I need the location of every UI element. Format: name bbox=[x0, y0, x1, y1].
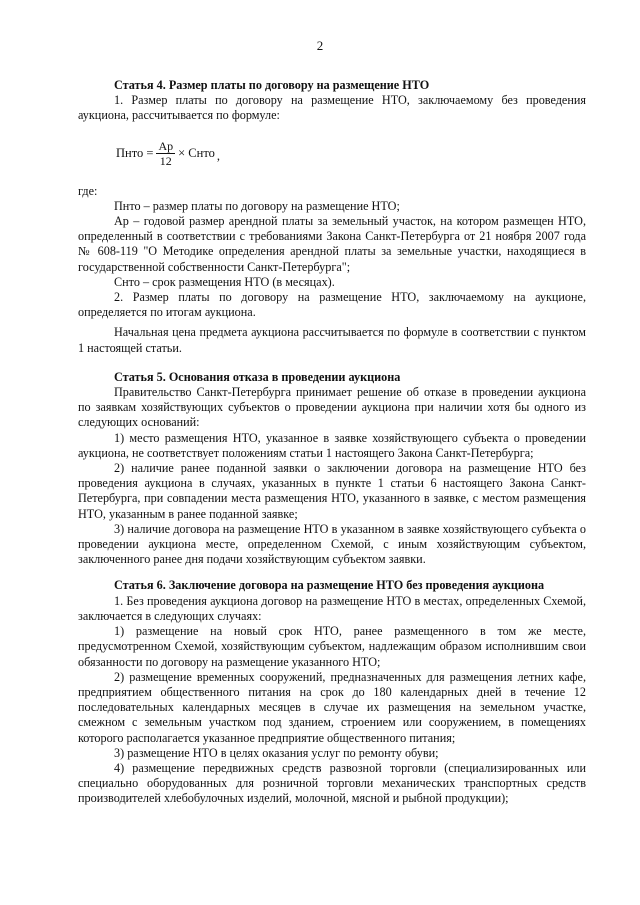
article5-heading: Статья 5. Основания отказа в проведении аукциона bbox=[114, 369, 401, 384]
article4-paragraph-1: 1. Размер платы по договору на размещение НТО, заключаемому без проведения аукциона, рассчитывается по формуле: bbox=[78, 93, 586, 123]
formula-denominator: 12 bbox=[159, 154, 172, 169]
article6-heading: Статья 6. Заключение договора на размещение НТО без проведения аукциона bbox=[114, 578, 545, 593]
formula-fraction bbox=[156, 139, 175, 168]
page-content bbox=[78, 78, 586, 807]
article5-item-1: 1) место размещения НТО, указанное в заявке хозяйствующего субъекта о проведении аукциона, не соответствует положениям статьи 1 настоящего Закона Санкт-Петербурга; bbox=[78, 430, 586, 460]
article4-paragraph-2: 2. Размер платы по договору на размещение НТО, заключаемому на аукционе, определяется по итогам аукциона. bbox=[78, 290, 586, 320]
formula-numerator: Ар bbox=[158, 139, 174, 154]
payment-formula bbox=[116, 132, 586, 176]
formula-rhs: × Снто bbox=[178, 146, 215, 160]
article6-intro: 1. Без проведения аукциона договор на размещение НТО в местах, определенных Схемой, заключается в следующих случаях: bbox=[78, 593, 586, 623]
article5-item-3: 3) наличие договора на размещение НТО в указанном в заявке хозяйствующего субъекта о проведении аукциона месте, определенном Схемой, с иным хозяйствующим субъектом, заключенного ранее дня подачи хозяйствующим субъектом заявки. bbox=[78, 521, 586, 567]
definition-pnto: Пнто – размер платы по договору на размещение НТО; bbox=[114, 198, 400, 213]
article4-paragraph-3: Начальная цена предмета аукциона рассчитывается по формуле в соответствии с пунктом 1 настоящей статьи. bbox=[78, 325, 586, 355]
article6-item-1: 1) размещение на новый срок НТО, ранее размещенного в том же месте, предусмотренном Схемой, хозяйствующим субъектом, надлежащим образом исполнившим свои обязанности по договору на размещение указанного НТО; bbox=[78, 624, 586, 669]
article6-item-4: 4) размещение передвижных средств развозной торговли (специализированных или специально оборудованных для розничной торговли механических транспортных средств производителей хлебобулочных изделий, молочной, мясной и рыбной продукции); bbox=[78, 760, 586, 806]
formula-lhs: Пнто = bbox=[116, 146, 154, 160]
article5-intro: Правительство Санкт-Петербурга принимает решение об отказе в проведении аукциона по заявкам хозяйствующих субъектов о проведении аукциона при наличии хотя бы одного из следующих оснований: bbox=[78, 385, 586, 430]
article4-heading: Статья 4. Размер платы по договору на размещение НТО bbox=[114, 78, 430, 92]
article5-item-2: 2) наличие ранее поданной заявки о заключении договора на размещение НТО без проведения аукциона в случаях, указанных в пункте 1 статьи 6 настоящего Закона Санкт-Петербурга, при совпадении места размещения НТО, указанного в заявке, с местом размещения НТО, указанным в ранее поданной заявке; bbox=[78, 461, 586, 521]
formula-tail: , bbox=[216, 149, 220, 163]
definition-snto: Снто – срок размещения НТО (в месяцах). bbox=[114, 274, 335, 289]
where-label: где: bbox=[78, 183, 98, 198]
page-number: 2 bbox=[316, 38, 324, 53]
article6-item-3: 3) размещение НТО в целях оказания услуг по ремонту обуви; bbox=[114, 745, 439, 760]
definition-ar: Ар – годовой размер арендной платы за земельный участок, на котором размещен НТО, определенный в соответствии с требованиями Закона Санкт-Петербурга от 21 ноября 2007 года № 608-119 "О Методике определения арендной платы за земельные участки, находящиеся в государственной собственности Санкт-Петербурга"; bbox=[78, 214, 586, 274]
article6-item-2: 2) размещение временных сооружений, предназначенных для размещения летних кафе, предприятием общественного питания на срок до 180 календарных дней в течение 12 последовательных календарных месяцев в случае их размещения на земельном участке, смежном с земельным участком под зданием, строением или сооружением, в помещениях которого располагается указанное предприятие общественного питания; bbox=[78, 669, 586, 745]
